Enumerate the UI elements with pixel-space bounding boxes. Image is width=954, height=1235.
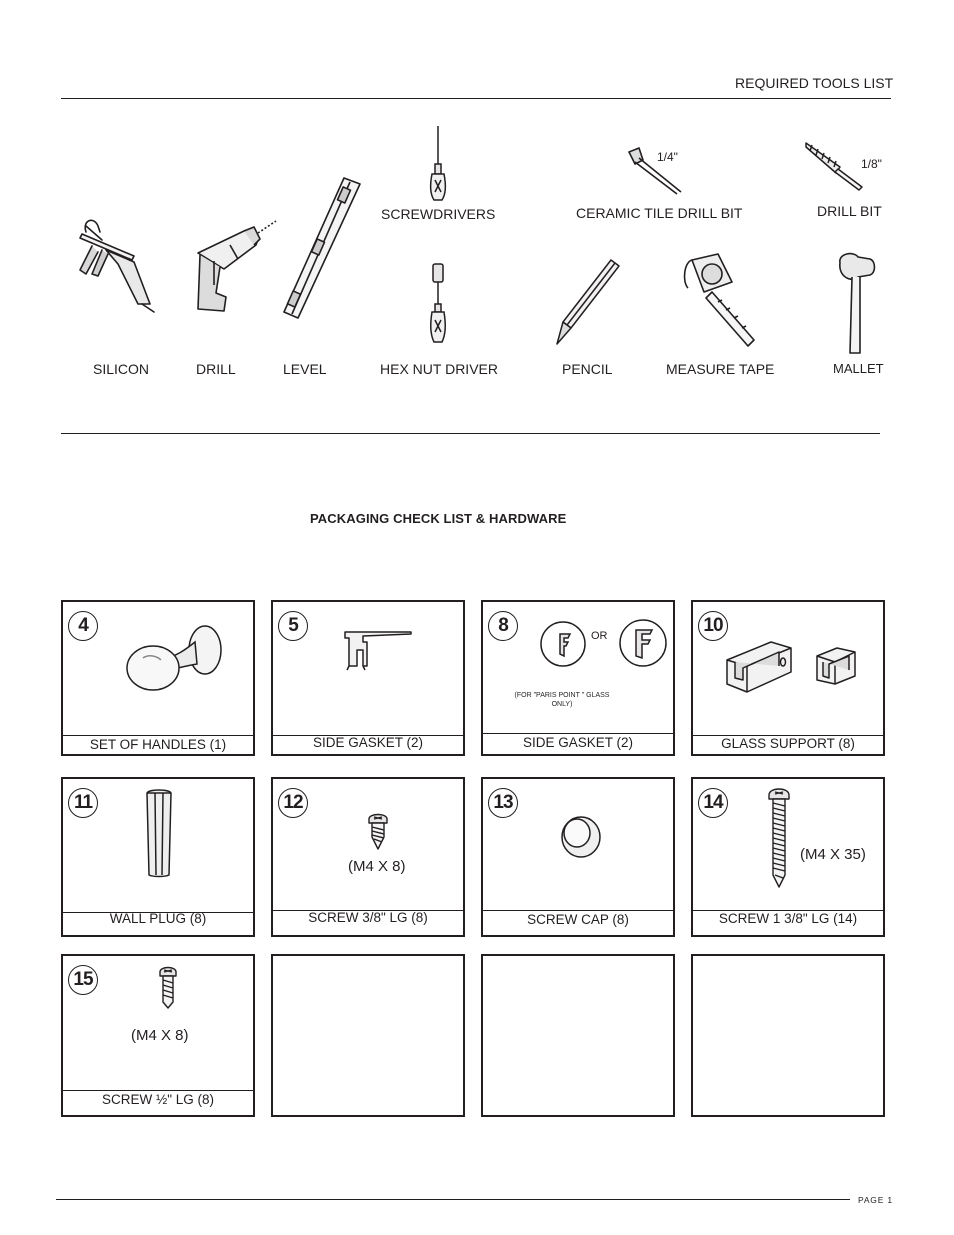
- silicon-caulk-gun-icon: [72, 212, 162, 314]
- item-caption: SIDE GASKET (2): [522, 735, 634, 750]
- level-icon: [280, 174, 364, 322]
- caption-divider: [483, 733, 673, 734]
- hardware-box-15: [61, 954, 255, 1117]
- tool-label-level: LEVEL: [283, 361, 327, 377]
- tool-label-mallet: MALLET: [833, 361, 884, 376]
- footer-divider: [56, 1199, 850, 1200]
- screw-spec-label: (M4 X 8): [348, 858, 406, 875]
- screw-spec-label: (M4 X 35): [800, 846, 866, 863]
- hex-nut-driver-icon: [426, 262, 450, 344]
- tool-label-hex-nut-driver: HEX NUT DRIVER: [380, 361, 498, 377]
- item-number-badge: 15: [68, 965, 98, 995]
- item-caption: GLASS SUPPORT (8): [721, 736, 855, 751]
- item-caption: SET OF HANDLES (1): [89, 737, 227, 752]
- tool-label-pencil: PENCIL: [562, 361, 613, 377]
- paris-point-note: (FOR "PARIS POINT " GLASS ONLY): [514, 692, 610, 708]
- screw-cap-icon: [559, 813, 603, 859]
- hardware-box-empty-3: [691, 954, 885, 1117]
- short-screw-icon: [367, 811, 389, 851]
- tool-label-silicon: SILICON: [93, 361, 150, 377]
- hardware-box-empty-2: [481, 954, 675, 1117]
- hardware-box-4: [61, 600, 255, 756]
- item-caption: WALL PLUG (8): [109, 911, 207, 926]
- item-number-badge: 13: [488, 788, 518, 818]
- page-header-title: REQUIRED TOOLS LIST: [735, 75, 894, 91]
- hardware-box-10: [691, 600, 885, 756]
- hardware-box-empty-1: [271, 954, 465, 1117]
- mallet-icon: [836, 249, 878, 355]
- screw-spec-label: (M4 X 8): [131, 1027, 189, 1044]
- screw-icon: [158, 964, 178, 1010]
- screwdriver-icon: [426, 124, 450, 202]
- item-number-badge: 5: [278, 611, 308, 641]
- ceramic-bit-size-label: 1/4": [657, 150, 678, 164]
- caption-divider: [483, 910, 673, 911]
- tool-label-screwdrivers: SCREWDRIVERS: [381, 206, 496, 222]
- item-number-badge: 8: [488, 611, 518, 641]
- long-screw-icon: [767, 785, 791, 889]
- tool-label-ceramic-tile-drill-bit: CERAMIC TILE DRILL BIT: [576, 205, 743, 221]
- item-caption: SIDE GASKET (2): [312, 735, 424, 750]
- hardware-box-13: [481, 777, 675, 937]
- caption-divider: [63, 1090, 253, 1091]
- item-number-badge: 14: [698, 788, 728, 818]
- hardware-box-12: [271, 777, 465, 937]
- side-gasket-profile-icon: [343, 628, 415, 672]
- tool-label-measure-tape: MEASURE TAPE: [666, 361, 775, 377]
- drill-bit-icon: [804, 139, 866, 191]
- tool-label-drill-bit: DRILL BIT: [817, 203, 882, 219]
- item-number-badge: 11: [68, 788, 98, 818]
- item-caption: SCREW ½" LG (8): [101, 1092, 215, 1107]
- caption-divider: [63, 735, 253, 736]
- item-number-badge: 12: [278, 788, 308, 818]
- page-number: PAGE 1: [858, 1195, 893, 1205]
- pencil-icon: [553, 258, 623, 346]
- drill-icon: [190, 215, 282, 315]
- hardware-box-14: [691, 777, 885, 937]
- gasket-cross-section-icon: [538, 620, 588, 668]
- measure-tape-icon: [682, 252, 762, 350]
- wall-plug-icon: [143, 787, 175, 879]
- tools-section-divider: [61, 433, 880, 434]
- tool-label-drill: DRILL: [196, 361, 236, 377]
- item-caption: SCREW 1 3/8" LG (14): [718, 911, 858, 926]
- hardware-box-8: [481, 600, 675, 756]
- gasket-alt-cross-section-icon: [618, 618, 668, 668]
- or-label: OR: [591, 630, 608, 642]
- item-number-badge: 10: [698, 611, 728, 641]
- packaging-title: PACKAGING CHECK LIST & HARDWARE: [310, 511, 567, 526]
- hardware-box-11: [61, 777, 255, 937]
- header-divider: [61, 98, 891, 99]
- item-caption: SCREW CAP (8): [527, 912, 629, 927]
- glass-support-bracket-icon: [725, 632, 867, 698]
- handle-knob-icon: [121, 620, 225, 700]
- drill-bit-size-label: 1/8": [861, 157, 882, 171]
- item-caption: SCREW 3/8" LG (8): [308, 910, 428, 925]
- hardware-box-5: [271, 600, 465, 756]
- item-number-badge: 4: [68, 611, 98, 641]
